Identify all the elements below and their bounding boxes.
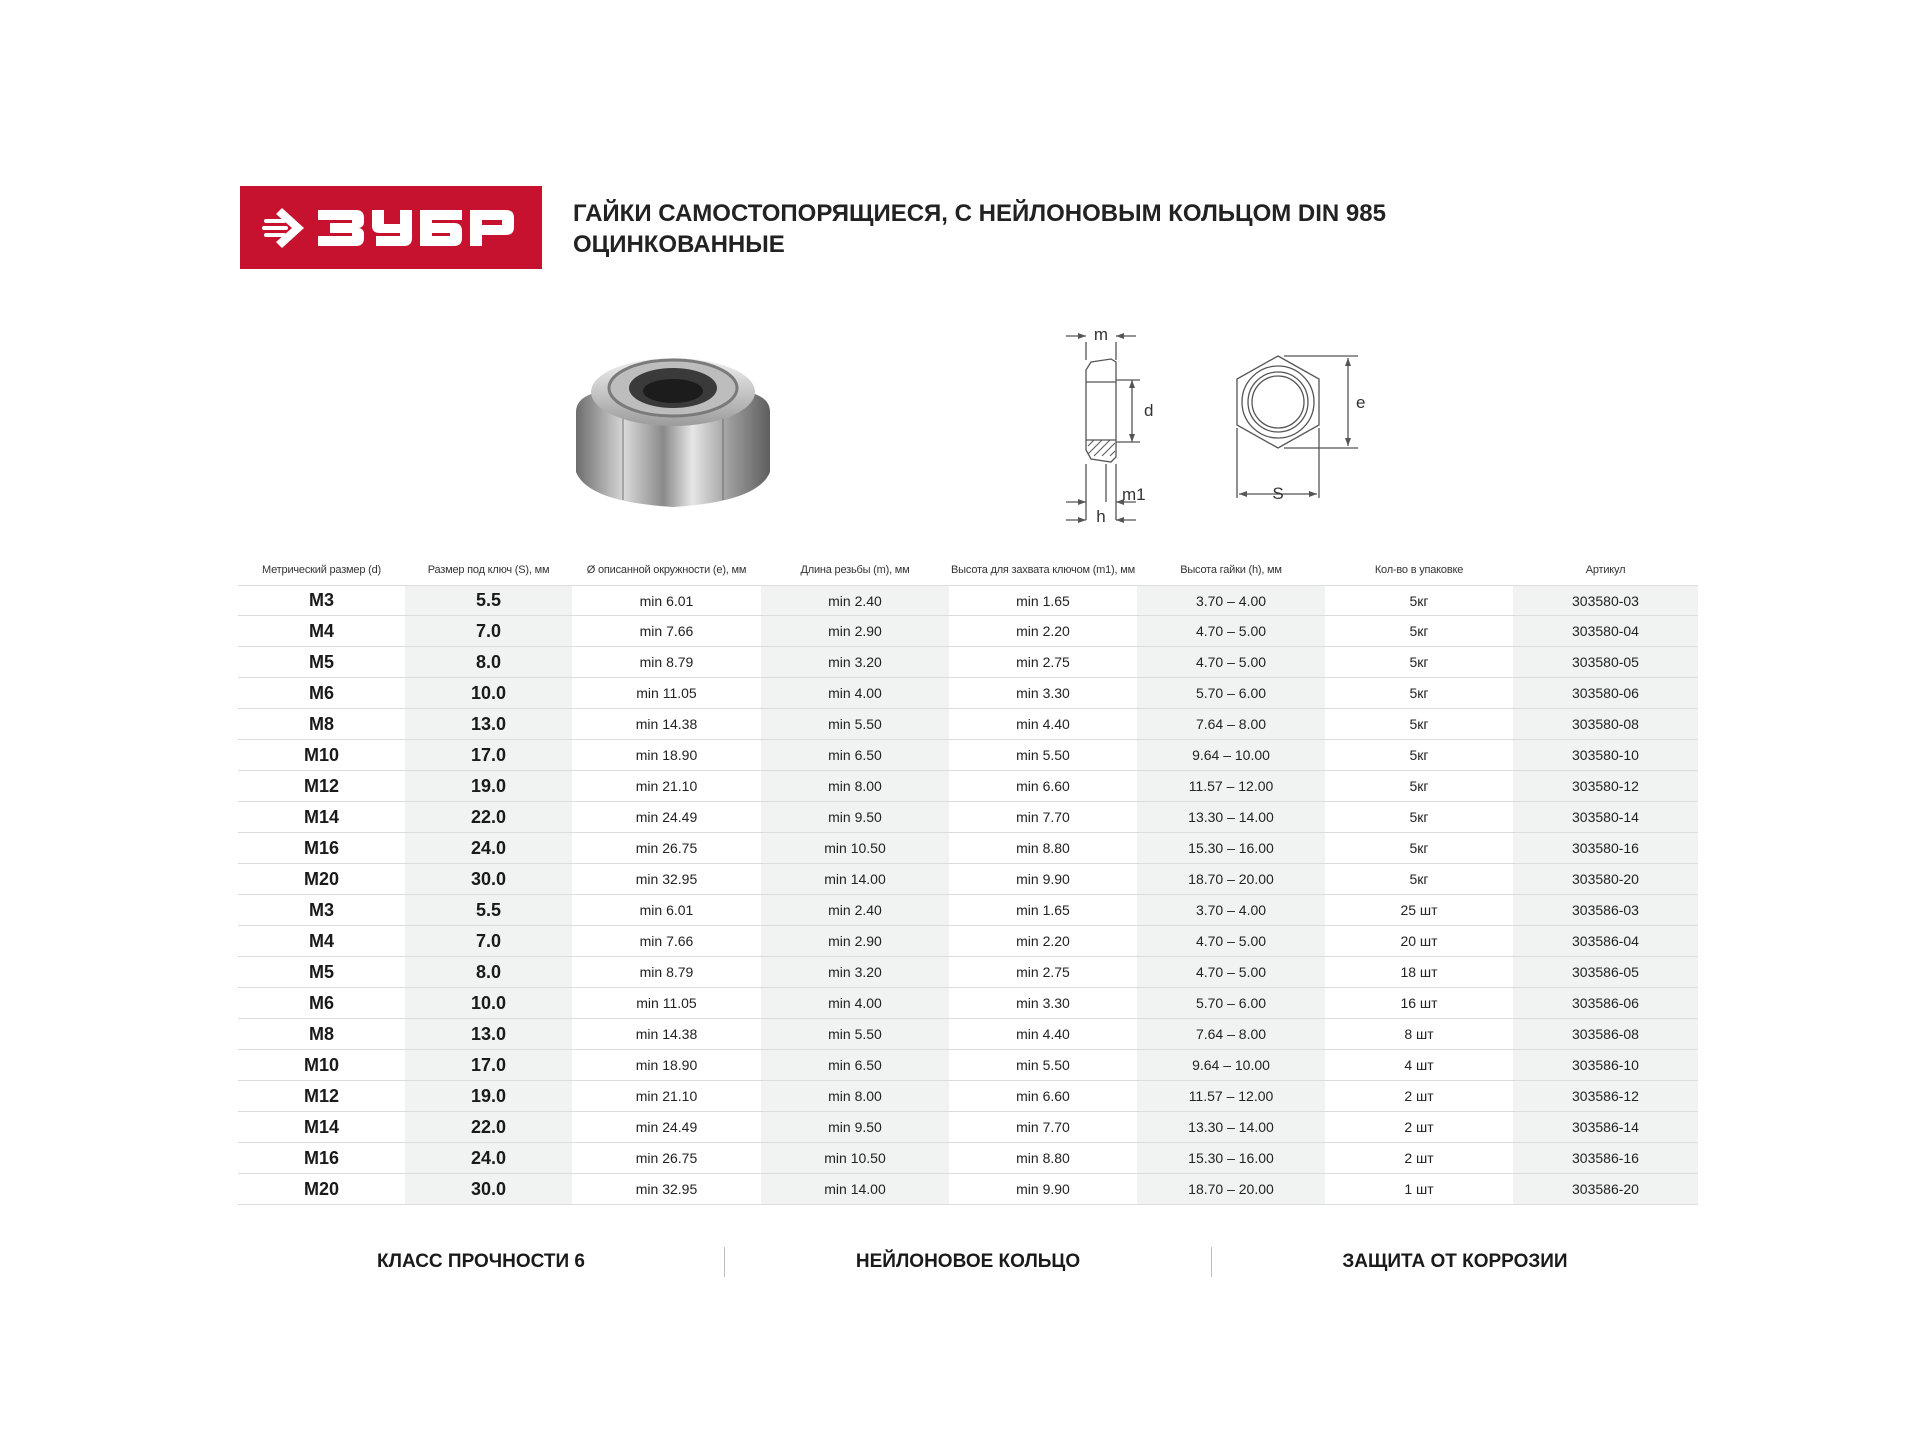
table-row [238,647,1698,678]
table-cell: 5кг [1409,592,1429,609]
table-cell: 18 шт [1400,964,1438,980]
table-cell: M16 [303,837,339,858]
table-cell: min 8.00 [761,1081,949,1111]
table-cell: M5 [308,961,334,982]
table-cell: 5кг [1409,685,1429,701]
table-cell: min 5.50 [1016,747,1070,763]
table-cell: M12 [303,1085,339,1106]
table-cell: min 2.75 [1016,654,1070,670]
table-cell: 303580-04 [1513,616,1698,646]
table-cell: min 26.75 [635,840,698,856]
dim-label-s: S [1272,484,1284,503]
table-cell: min 1.65 [1016,592,1070,609]
table-row [238,678,1698,709]
table-cell: 18.70 – 20.00 [1137,1174,1325,1204]
table-row [238,709,1698,740]
table-cell: min 18.90 [635,747,698,763]
table-row [238,616,1698,647]
column-header: Ø описанной окружности (e), мм [586,564,747,576]
table-cell: min 4.40 [1016,716,1070,732]
feature-nylon-ring: НЕЙЛОНОВОЕ КОЛЬЦО [855,1251,1081,1272]
table-cell: min 3.30 [1016,685,1070,701]
table-cell: min 9.90 [1016,1181,1070,1197]
table-row [238,1050,1698,1081]
table-cell: 9.64 – 10.00 [1137,740,1325,770]
column-header: Размер под ключ (S), мм [427,564,550,576]
table-cell: 303580-12 [1513,771,1698,801]
table-cell: 303586-14 [1513,1112,1698,1142]
table-cell: min 6.50 [761,740,949,770]
table-cell: 5.5 [405,586,572,615]
table-cell: min 8.79 [639,654,694,670]
table-cell: 303580-10 [1513,740,1698,770]
table-cell: 2 шт [1404,1119,1434,1135]
table-cell: 10.0 [405,678,572,708]
table-cell: 22.0 [405,1112,572,1142]
table-cell: min 9.90 [1016,871,1070,887]
table-row [238,585,1698,616]
table-cell: 303586-05 [1513,957,1698,987]
table-cell: min 9.50 [761,802,949,832]
table-cell: 8.0 [405,647,572,677]
table-cell: min 2.90 [761,926,949,956]
table-cell: 5кг [1409,716,1429,732]
dim-label-e: e [1356,393,1366,412]
table-cell: min 2.20 [1016,933,1070,949]
table-cell: 4.70 – 5.00 [1137,647,1325,677]
table-cell: M14 [303,806,339,827]
table-cell: M5 [308,651,334,672]
table-cell: 30.0 [405,864,572,894]
column-header: Высота для захвата ключом (m1), мм [951,564,1135,576]
table-cell: 2 шт [1404,1150,1434,1166]
column-header: Длина резьбы (m), мм [800,564,910,576]
title-line-1: ГАЙКИ САМОСТОПОРЯЩИЕСЯ, С НЕЙЛОНОВЫМ КОЛЬЦОМ DIN 985 [573,200,1386,227]
table-cell: min 2.90 [761,616,949,646]
table-cell: min 3.20 [761,957,949,987]
table-cell: 11.57 – 12.00 [1137,1081,1325,1111]
table-cell: 7.0 [405,616,572,646]
table-row [238,864,1698,895]
table-cell: M20 [303,1178,339,1199]
table-cell: 5кг [1409,871,1429,887]
table-cell: min 26.75 [635,1150,698,1166]
table-cell: min 7.70 [1016,1119,1070,1135]
table-row [238,740,1698,771]
page-title [573,198,1386,260]
table-cell: min 21.10 [635,1088,698,1104]
table-cell: 303586-08 [1513,1019,1698,1049]
column-header: Высота гайки (h), мм [1180,564,1282,576]
table-cell: 5кг [1409,654,1429,670]
table-cell: 4 шт [1404,1057,1434,1073]
logo-arrow-icon [262,208,304,248]
table-cell: min 11.05 [636,685,697,701]
table-cell: 303580-14 [1513,802,1698,832]
dimension-diagram [1058,322,1378,532]
table-cell: 19.0 [405,1081,572,1111]
logo-wordmark [318,210,514,246]
table-cell: 303580-03 [1513,586,1698,615]
table-cell: 303586-12 [1513,1081,1698,1111]
column-header: Артикул [1585,564,1626,576]
table-cell: 4.70 – 5.00 [1137,616,1325,646]
table-cell: 18.70 – 20.00 [1137,864,1325,894]
table-cell: min 5.50 [761,709,949,739]
table-cell: min 6.01 [639,902,694,918]
table-cell: min 4.00 [761,678,949,708]
dim-label-d: d [1144,401,1154,420]
dim-label-m: m [1093,325,1109,344]
feature-strip [238,1242,1698,1282]
table-cell: 20 шт [1400,933,1438,949]
table-cell: 4.70 – 5.00 [1137,957,1325,987]
table-cell: min 4.00 [761,988,949,1018]
table-cell: 303586-03 [1513,895,1698,925]
table-row [238,895,1698,926]
table-cell: 5.70 – 6.00 [1137,988,1325,1018]
table-cell: min 5.50 [761,1019,949,1049]
table-cell: 5.70 – 6.00 [1137,678,1325,708]
table-cell: M8 [308,1023,334,1044]
table-cell: min 14.00 [761,1174,949,1204]
table-cell: min 8.00 [761,771,949,801]
table-cell: M6 [308,682,334,703]
table-row [238,1081,1698,1112]
table-cell: min 8.80 [1016,1150,1070,1166]
table-cell: min 24.49 [635,809,698,825]
table-cell: min 6.60 [1016,778,1070,794]
table-cell: 8.0 [405,957,572,987]
table-cell: min 3.20 [761,647,949,677]
table-cell: 1 шт [1404,1181,1434,1197]
table-cell: min 7.70 [1016,809,1070,825]
table-cell: min 6.01 [639,592,694,609]
table-cell: 3.70 – 4.00 [1137,586,1325,615]
table-cell: 5кг [1409,623,1429,639]
table-cell: min 14.00 [761,864,949,894]
table-cell: M10 [303,1054,339,1075]
table-cell: min 11.05 [636,995,697,1011]
table-row [238,988,1698,1019]
table-cell: 2 шт [1404,1088,1434,1104]
table-cell: 10.0 [405,988,572,1018]
table-cell: 17.0 [405,740,572,770]
table-cell: 5кг [1409,778,1429,794]
table-row [238,1174,1698,1205]
table-cell: 30.0 [405,1174,572,1204]
table-cell: 8 шт [1404,1026,1434,1042]
table-cell: min 2.40 [761,586,949,615]
table-cell: M12 [303,775,339,796]
table-cell: M3 [308,590,334,610]
table-cell: M16 [303,1147,339,1168]
table-cell: M14 [303,1116,339,1137]
table-cell: 9.64 – 10.00 [1137,1050,1325,1080]
table-row [238,802,1698,833]
table-cell: min 14.38 [635,716,698,732]
table-cell: min 6.50 [761,1050,949,1080]
table-cell: min 4.40 [1016,1026,1070,1042]
table-cell: M3 [308,899,334,920]
table-cell: min 3.30 [1016,995,1070,1011]
table-cell: 4.70 – 5.00 [1137,926,1325,956]
table-cell: 303586-20 [1513,1174,1698,1204]
brand-logo [240,186,542,269]
table-cell: 303580-16 [1513,833,1698,863]
table-cell: min 10.50 [761,1143,949,1173]
table-cell: 7.0 [405,926,572,956]
table-row [238,957,1698,988]
table-cell: min 8.80 [1016,840,1070,856]
table-cell: 17.0 [405,1050,572,1080]
table-cell: 3.70 – 4.00 [1137,895,1325,925]
table-cell: 7.64 – 8.00 [1137,709,1325,739]
table-cell: min 10.50 [761,833,949,863]
table-cell: M4 [308,620,334,641]
table-body [238,585,1698,1205]
table-header-row [238,555,1698,585]
table-cell: 19.0 [405,771,572,801]
table-cell: min 6.60 [1016,1088,1070,1104]
table-cell: 24.0 [405,833,572,863]
table-cell: 303580-20 [1513,864,1698,894]
dim-label-h: h [1096,507,1106,526]
column-header: Метрический размер (d) [262,564,381,576]
table-cell: 24.0 [405,1143,572,1173]
column-header: Кол-во в упаковке [1374,564,1464,576]
table-cell: min 7.66 [639,933,694,949]
table-cell: 15.30 – 16.00 [1137,833,1325,863]
table-cell: M10 [303,744,339,765]
table-cell: 303580-05 [1513,647,1698,677]
table-cell: 13.0 [405,1019,572,1049]
table-row [238,1019,1698,1050]
table-cell: M20 [303,868,339,889]
table-cell: min 1.65 [1016,902,1070,918]
table-cell: 5.5 [405,895,572,925]
zubr-logo-graphic [240,186,542,269]
table-cell: min 2.40 [761,895,949,925]
specification-table [238,555,1698,1205]
table-row [238,771,1698,802]
title-line-2: ОЦИНКОВАННЫЕ [573,231,785,258]
table-cell: 15.30 – 16.00 [1137,1143,1325,1173]
table-cell: 7.64 – 8.00 [1137,1019,1325,1049]
table-cell: M8 [308,713,334,734]
feature-corrosion-protection: ЗАЩИТА ОТ КОРРОЗИИ [1342,1251,1568,1272]
table-cell: 11.57 – 12.00 [1137,771,1325,801]
table-cell: 22.0 [405,802,572,832]
table-cell: min 18.90 [635,1057,698,1073]
table-row [238,1143,1698,1174]
table-cell: 303586-16 [1513,1143,1698,1173]
table-row [238,926,1698,957]
table-cell: min 21.10 [635,778,698,794]
table-cell: min 32.95 [635,871,698,887]
table-cell: 303586-04 [1513,926,1698,956]
table-cell: 5кг [1409,747,1429,763]
table-cell: 303586-10 [1513,1050,1698,1080]
table-cell: M6 [308,992,334,1013]
table-cell: min 8.79 [639,964,694,980]
dim-label-m1: m1 [1122,485,1146,504]
table-cell: 13.0 [405,709,572,739]
table-cell: min 7.66 [639,623,694,639]
feature-strength-class: КЛАСС ПРОЧНОСТИ 6 [377,1251,585,1272]
table-cell: 25 шт [1400,902,1438,918]
table-cell: min 2.20 [1016,623,1070,639]
table-cell: min 9.50 [761,1112,949,1142]
table-cell: M4 [308,930,334,951]
table-cell: 13.30 – 14.00 [1137,1112,1325,1142]
table-cell: min 5.50 [1016,1057,1070,1073]
nylon-lock-nut-image [568,342,778,517]
table-cell: min 2.75 [1016,964,1070,980]
table-cell: min 24.49 [635,1119,698,1135]
table-cell: 5кг [1409,809,1429,825]
table-cell: min 14.38 [635,1026,698,1042]
table-row [238,1112,1698,1143]
table-cell: 16 шт [1400,995,1438,1011]
table-cell: 303580-08 [1513,709,1698,739]
table-cell: min 32.95 [635,1181,698,1197]
table-cell: 303586-06 [1513,988,1698,1018]
table-cell: 303580-06 [1513,678,1698,708]
table-cell: 5кг [1409,840,1429,856]
table-row [238,833,1698,864]
table-cell: 13.30 – 14.00 [1137,802,1325,832]
